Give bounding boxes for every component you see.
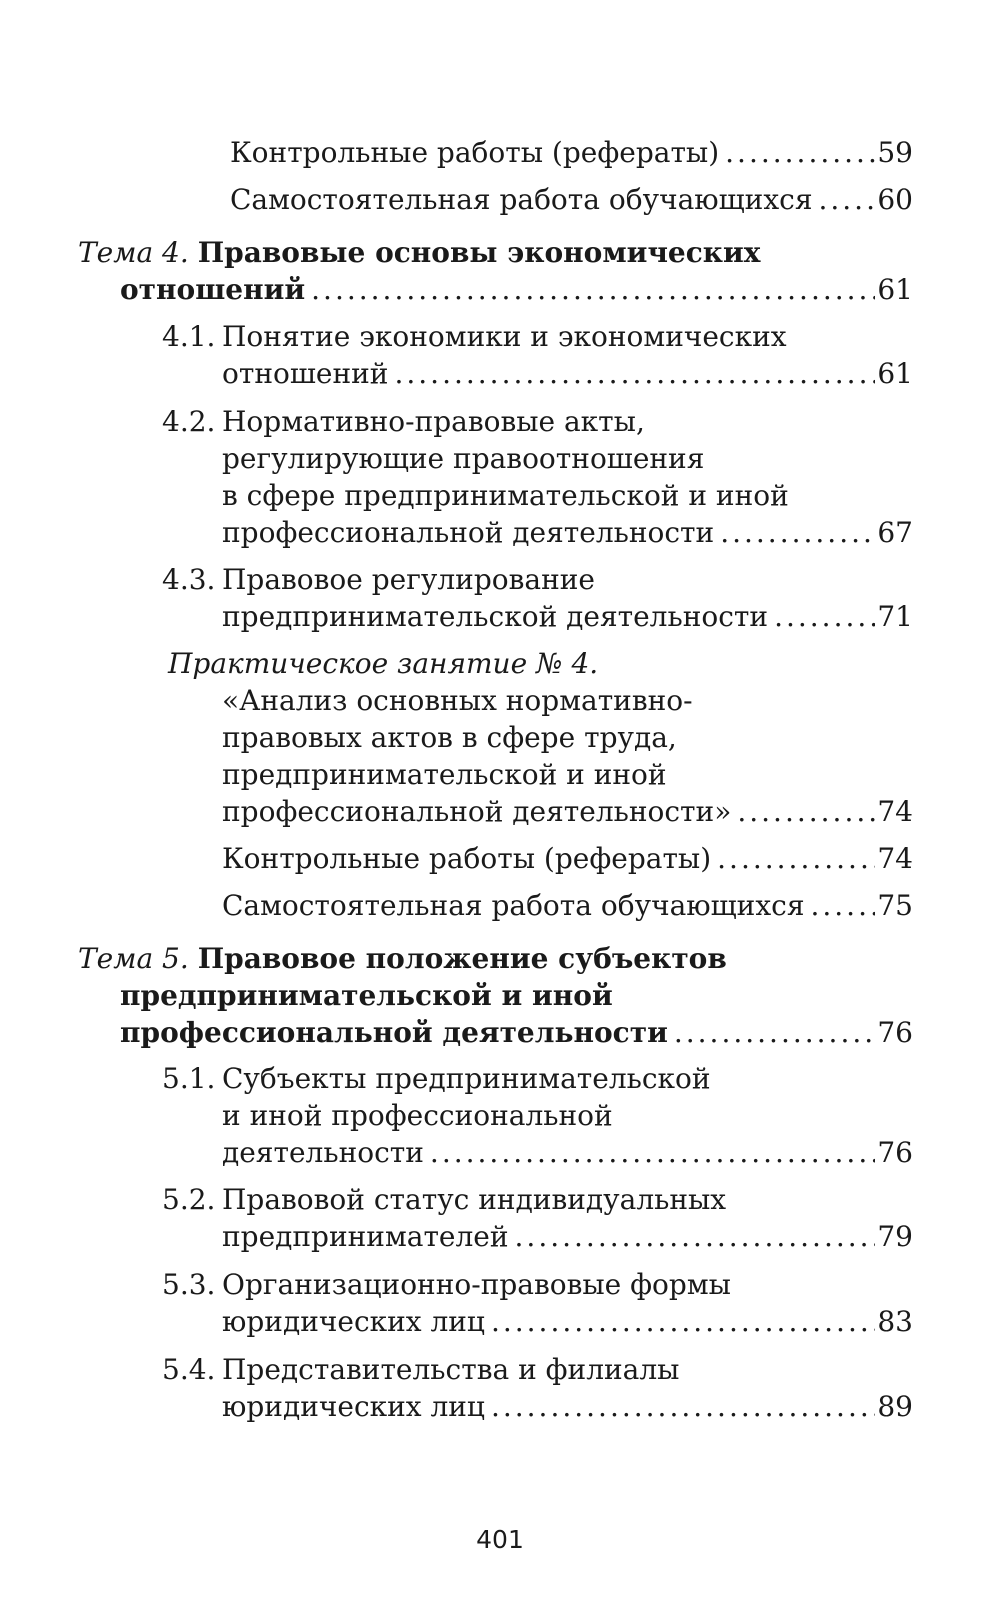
practice-4-line4[interactable] (222, 792, 913, 832)
topic-5-title-line2[interactable]: предпринимательской и иной (120, 979, 613, 1012)
toc-page-number: 76 (877, 1136, 913, 1169)
toc-page-number: 61 (877, 273, 913, 306)
page-number-footer: 401 (476, 1525, 524, 1554)
toc-page-number: 59 (877, 136, 913, 169)
toc-entry-text: Самостоятельная работа обучающихся (230, 183, 813, 216)
section-5-2-line2[interactable] (222, 1217, 913, 1257)
section-5-1-line3[interactable] (222, 1133, 913, 1173)
section-number-5-2: 5.2. (162, 1183, 216, 1216)
toc-entry-control-works-4[interactable] (222, 839, 913, 879)
toc-entry-control-works-3[interactable] (230, 133, 913, 173)
toc-entry-self-work-4[interactable] (222, 886, 913, 926)
section-4-3-line1[interactable]: Правовое регулирование (222, 563, 595, 596)
toc-page-number: 75 (877, 889, 913, 922)
dot-leader (515, 1217, 876, 1257)
practice-4-line2[interactable]: правовых актов в сфере труда, (222, 721, 677, 754)
section-4-3-line2[interactable] (222, 597, 913, 637)
toc-entry-text: Самостоятельная работа обучающихся (222, 889, 805, 922)
dot-leader (717, 839, 875, 879)
practice-4-label[interactable]: Практическое занятие № 4. (168, 647, 599, 680)
toc-page-number: 79 (877, 1220, 913, 1253)
section-5-1-line2[interactable]: и иной профессиональной (222, 1099, 613, 1132)
toc-page-number: 61 (877, 357, 913, 390)
section-4-2-line2[interactable]: регулирующие правоотношения (222, 442, 705, 475)
toc-entry-text: отношений (222, 357, 389, 390)
section-number-5-1: 5.1. (162, 1062, 216, 1095)
section-number-5-3: 5.3. (162, 1268, 216, 1301)
toc-page-number: 74 (877, 795, 913, 828)
dot-leader (725, 133, 875, 173)
topic-5-heading-line1[interactable] (78, 939, 727, 979)
section-number-5-4: 5.4. (162, 1353, 216, 1386)
toc-page-number: 89 (877, 1390, 913, 1423)
section-4-2-line1[interactable]: Нормативно-правовые акты, (222, 405, 645, 438)
toc-entry-text: предпринимательской деятельности (222, 600, 769, 633)
section-number-4-2: 4.2. (162, 405, 216, 438)
dot-leader (720, 513, 875, 553)
toc-entry-self-work-3[interactable] (230, 180, 913, 220)
dot-leader (774, 597, 875, 637)
topic-4-title-line2: отношений (120, 273, 306, 306)
toc-page-number: 71 (877, 600, 913, 633)
topic-4-prefix: Тема 4. (78, 236, 189, 269)
section-5-1-line1[interactable]: Субъекты предпринимательской (222, 1062, 711, 1095)
dot-leader (674, 1013, 876, 1053)
toc-entry-text: профессиональной деятельности (222, 516, 715, 549)
toc-entry-text: Контрольные работы (рефераты) (222, 842, 712, 875)
dot-leader (818, 180, 875, 220)
section-4-2-line3[interactable]: в сфере предпринимательской и иной (222, 479, 789, 512)
section-5-4-line1[interactable]: Представительства и филиалы (222, 1353, 680, 1386)
toc-page-number: 76 (877, 1016, 913, 1049)
section-number-4-1: 4.1. (162, 320, 216, 353)
toc-page-number: 60 (877, 183, 913, 216)
toc-entry-text: Контрольные работы (рефераты) (230, 136, 720, 169)
toc-entry-text: юридических лиц (222, 1305, 485, 1338)
section-5-3-line2[interactable] (222, 1302, 913, 1342)
toc-page-number: 83 (877, 1305, 913, 1338)
dot-leader (810, 886, 875, 926)
toc-page-number: 67 (877, 516, 913, 549)
dot-leader (491, 1387, 875, 1427)
topic-5-title-line1: Правовое положение субъектов (197, 942, 727, 975)
section-5-2-line1[interactable]: Правовой статус индивидуальных (222, 1183, 727, 1216)
practice-4-line1[interactable]: «Анализ основных нормативно- (222, 684, 693, 717)
toc-entry-text: деятельности (222, 1136, 424, 1169)
topic-5-heading-line3[interactable] (120, 1013, 913, 1053)
section-4-1-line1[interactable]: Понятие экономики и экономических (222, 320, 787, 353)
topic-4-heading-line2[interactable] (120, 270, 913, 310)
dot-leader (430, 1133, 875, 1173)
dot-leader (491, 1302, 875, 1342)
practice-4-line3[interactable]: предпринимательской и иной (222, 758, 667, 791)
section-4-2-line4[interactable] (222, 513, 913, 553)
section-number-4-3: 4.3. (162, 563, 216, 596)
toc-entry-text: профессиональной деятельности» (222, 795, 732, 828)
topic-5-prefix: Тема 5. (78, 942, 189, 975)
toc-entry-text: юридических лиц (222, 1390, 485, 1423)
section-4-1-line2[interactable] (222, 354, 913, 394)
section-5-4-line2[interactable] (222, 1387, 913, 1427)
toc-entry-text: предпринимателей (222, 1220, 509, 1253)
topic-4-heading-line1[interactable] (78, 233, 760, 273)
topic-4-title-line1: Правовые основы экономических (197, 236, 761, 269)
toc-page-number: 74 (877, 842, 913, 875)
section-5-3-line1[interactable]: Организационно-правовые формы (222, 1268, 731, 1301)
topic-5-title-line3: профессиональной деятельности (120, 1016, 668, 1049)
dot-leader (394, 354, 875, 394)
dot-leader (311, 270, 875, 310)
dot-leader (737, 792, 875, 832)
